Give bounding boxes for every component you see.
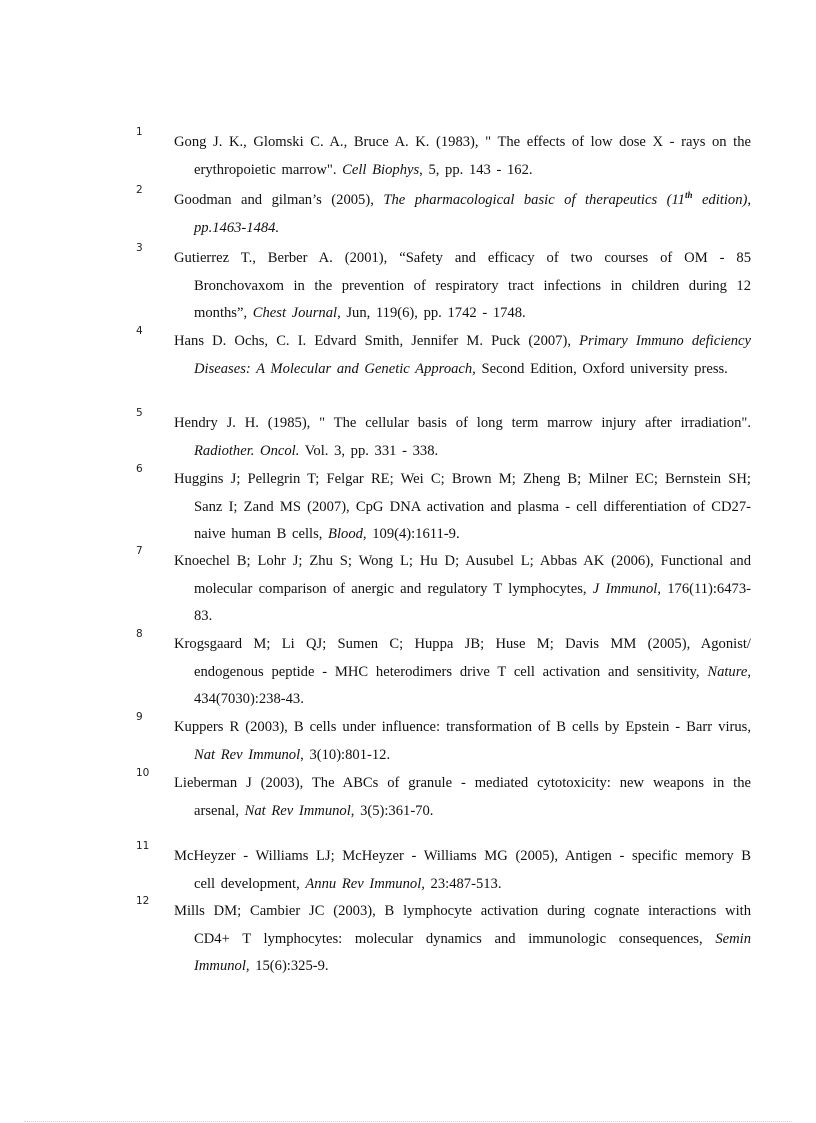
reference-number: 6 <box>136 463 143 475</box>
reference-number: 10 <box>136 767 150 779</box>
reference-text-part: , 109(4):1611-9. <box>362 526 460 543</box>
reference-journal: J Immunol <box>592 580 658 597</box>
reference-number: 8 <box>136 628 143 640</box>
reference-text <box>174 714 751 769</box>
reference-text <box>174 187 751 242</box>
reference-number: 5 <box>136 407 143 419</box>
reference-book-title: Primary Immuno deficiency Diseases: A Molecular and Genetic Approach, <box>194 333 751 377</box>
reference-text-part: Mills DM; Cambier JC (2003), B lymphocyte activation during cognate interactions with CD4+ T lymphocytes: molecular dynamics and immunologic consequences, <box>174 903 751 947</box>
reference-book-title: The pharmacological basic of therapeutics (11 <box>383 192 685 208</box>
reference-text-part: Gong J. K., Glomski C. A., Bruce A. K. (1983), " The effects of low dose X - rays on the erythropoietic marrow". <box>174 134 751 178</box>
reference-number: 12 <box>136 895 150 907</box>
reference-text <box>174 466 751 549</box>
reference-text <box>174 245 751 328</box>
reference-number: 3 <box>136 242 143 254</box>
reference-number: 9 <box>136 711 143 723</box>
reference-text-part: , 434(7030):238-43. <box>194 663 751 708</box>
reference-text-part: , 176(11):6473-83. <box>194 580 751 625</box>
reference-number: 1 <box>136 126 143 138</box>
reference-text-part: Vol. 3, pp. 331 - 338. <box>299 442 439 459</box>
reference-text-part: , 3(5):361-70. <box>350 802 434 819</box>
reference-text <box>174 548 751 631</box>
reference-journal: Nat Rev Immunol <box>194 746 301 763</box>
reference-text-part: Krogsgaard M; Li QJ; Sumen C; Huppa JB; Huse M; Davis MM (2005), Agonist/ endogenous peptide - MHC heterodimers drive T cell activation and sensitivity, <box>174 636 751 680</box>
reference-text-part: Goodman and gilman’s (2005), <box>174 192 384 208</box>
reference-journal: Blood <box>328 526 363 543</box>
reference-text-part: , 3(10):801-12. <box>300 746 391 763</box>
reference-text <box>174 843 751 898</box>
reference-journal: Nat Rev Immunol <box>244 802 351 819</box>
reference-journal: Annu Rev Immunol, <box>305 875 425 892</box>
reference-text-part: Gutierrez T., Berber A. (2001), “Safety and efficacy of two courses of OM - 85 Bronchovaxom in the prevention of respiratory tract infections in children during 12 months”, <box>174 250 751 322</box>
reference-number: 7 <box>136 545 143 557</box>
reference-text <box>174 770 751 825</box>
reference-text-part: 15(6):325-9. <box>249 958 329 975</box>
reference-number: 4 <box>136 325 143 337</box>
reference-text-part: Second Edition, Oxford university press. <box>475 360 728 377</box>
reference-text-part: McHeyzer - Williams LJ; McHeyzer - Williams MG (2005), Antigen - specific memory B cell development, <box>174 848 751 892</box>
reference-journal: Cell Biophys <box>342 161 420 178</box>
reference-text-part: Huggins J; Pellegrin T; Felgar RE; Wei C; Brown M; Zheng B; Milner EC; Bernstein SH; Sanz I; Zand MS (2007), CpG DNA activation and plasma - cell differentiation of CD27- naive human B cells, <box>174 471 751 543</box>
reference-text-part: Hans D. Ochs, C. I. Edvard Smith, Jennifer M. Puck (2007), <box>174 333 580 349</box>
reference-text <box>174 328 751 383</box>
reference-book-title: edition), pp.1463-1484. <box>194 192 751 236</box>
reference-text <box>174 631 751 714</box>
reference-text-part: , 5, pp. 143 - 162. <box>419 161 533 178</box>
reference-journal: Radiother. Oncol. <box>194 442 300 459</box>
reference-text-part: , Jun, 119(6), pp. 1742 - 1748. <box>337 305 526 322</box>
reference-number: 11 <box>136 840 150 852</box>
reference-text <box>174 410 751 465</box>
reference-text-part: Hendry J. H. (1985), " The cellular basis of long term marrow injury after irradiation". <box>174 415 751 431</box>
reference-text <box>174 129 751 184</box>
reference-number: 2 <box>136 184 143 196</box>
reference-journal: Chest Journal <box>252 305 338 322</box>
reference-text-part: Lieberman J (2003), The ABCs of granule - mediated cytotoxicity: new weapons in the arsenal, <box>174 775 751 819</box>
reference-text-part: Kuppers R (2003), B cells under influence: transformation of B cells by Epstein - Barr virus, <box>174 719 751 735</box>
reference-text <box>174 898 751 981</box>
page-bottom-divider <box>24 1121 792 1122</box>
reference-journal: Semin Immunol, <box>194 930 751 975</box>
reference-text-part: 23:487-513. <box>424 875 502 892</box>
reference-text-part: Knoechel B; Lohr J; Zhu S; Wong L; Hu D; Ausubel L; Abbas AK (2006), Functional and molecular comparison of anergic and regulatory T lymphocytes, <box>174 553 751 597</box>
reference-journal: Nature <box>707 663 748 680</box>
reference-superscript: th <box>684 190 693 201</box>
